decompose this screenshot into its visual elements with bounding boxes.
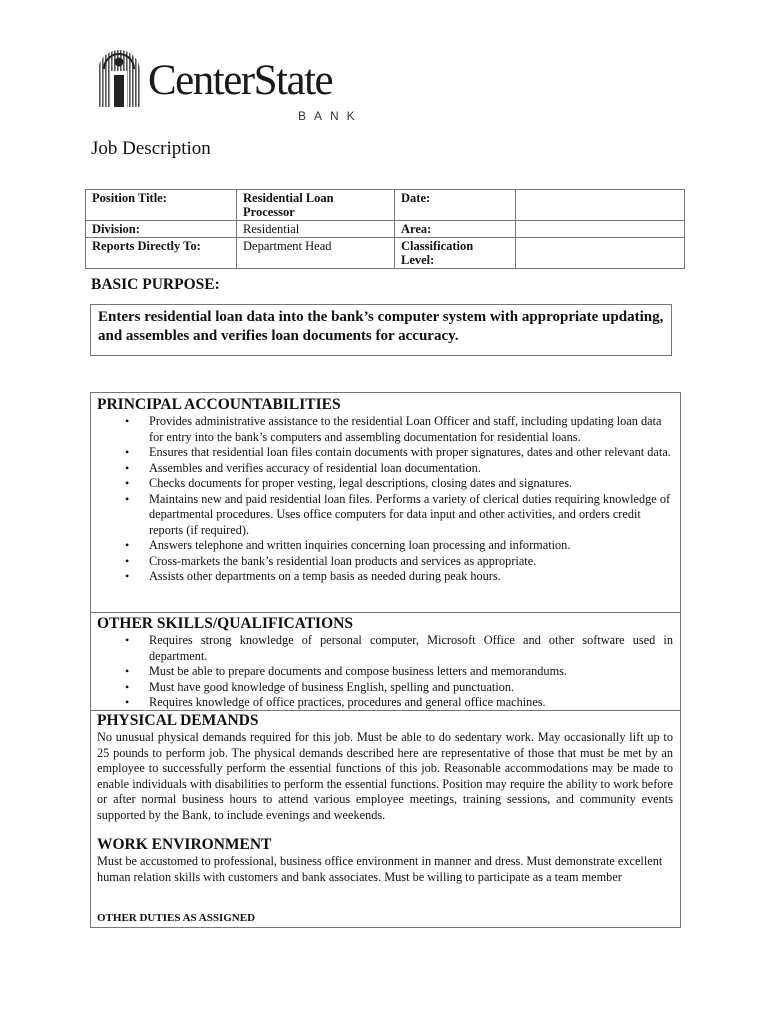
list-item: • Answers telephone and written inquiries concerning loan processing and information. — [125, 538, 673, 554]
table-row — [86, 238, 685, 269]
date-value — [516, 190, 685, 221]
work-environment-title: WORK ENVIRONMENT — [97, 836, 272, 853]
other-skills-section — [91, 615, 680, 711]
division-value: Residential — [237, 221, 395, 238]
physical-demands-title: PHYSICAL DEMANDS — [97, 712, 259, 729]
bank-logo — [96, 45, 376, 125]
list-item: • Assembles and verifies accuracy of residential loan documentation. — [125, 461, 673, 477]
other-skills-title: OTHER SKILLS/QUALIFICATIONS — [97, 615, 353, 632]
bank-logo-mark-icon — [96, 45, 142, 107]
reports-to-label: Reports Directly To: — [86, 238, 237, 269]
section-divider — [91, 710, 680, 711]
table-row — [86, 221, 685, 238]
division-label: Division: — [86, 221, 237, 238]
basic-purpose-text: Enters residential loan data into the bank’s computer system with appropriate updating, and assembles and verifies loan documents for accuracy. — [98, 309, 664, 344]
list-item: • Maintains new and paid residential loan files. Performs a variety of clerical duties requiring knowledge of departmental procedures. Uses office computers for data input and other activities, and orders credit reports (if required). — [125, 492, 673, 539]
job-details-box — [90, 392, 681, 928]
principal-accountabilities-list — [97, 414, 673, 585]
area-label: Area: — [395, 221, 516, 238]
work-environment-section — [91, 836, 680, 885]
section-divider — [91, 612, 680, 613]
other-duties-text: OTHER DUTIES AS ASSIGNED — [97, 912, 256, 924]
other-duties-section — [91, 912, 680, 924]
document-title: Job Description — [91, 138, 211, 159]
classification-value — [516, 238, 685, 269]
classification-label: Classification Level: — [395, 238, 516, 269]
list-item: • Provides administrative assistance to the residential Loan Officer and staff, including updating loan data for entry into the bank’s computers and assembling documentation for residential loans. — [125, 414, 673, 445]
principal-accountabilities-title: PRINCIPAL ACCOUNTABILITIES — [97, 396, 341, 413]
list-item: • Must be able to prepare documents and compose business letters and memorandums. — [125, 664, 673, 680]
reports-to-value: Department Head — [237, 238, 395, 269]
principal-accountabilities-section — [91, 396, 680, 585]
table-row — [86, 190, 685, 221]
physical-demands-section — [91, 712, 680, 824]
area-value — [516, 221, 685, 238]
date-label: Date: — [395, 190, 516, 221]
list-item: • Checks documents for proper vesting, legal descriptions, closing dates and signatures. — [125, 476, 673, 492]
list-item: • Ensures that residential loan files contain documents with proper signatures, dates and other relevant data. — [125, 445, 673, 461]
position-title-value: Residential Loan Processor — [237, 190, 395, 221]
work-environment-text: Must be accustomed to professional, business office environment in manner and dress. Must demonstrate excellent human relation skills with customers and bank associates. Must be willing to participate as a team member — [97, 854, 663, 884]
bank-logo-name: CenterState — [148, 57, 333, 104]
bank-logo-subtitle: BANK — [298, 109, 363, 123]
position-title-label: Position Title: — [86, 190, 237, 221]
basic-purpose-box — [90, 304, 672, 356]
other-skills-list — [97, 633, 673, 711]
list-item: • Requires knowledge of office practices, procedures and general office machines. — [125, 695, 673, 711]
basic-purpose-title: BASIC PURPOSE: — [91, 276, 220, 293]
list-item: • Assists other departments on a temp basis as needed during peak hours. — [125, 569, 673, 585]
position-info-table — [85, 189, 685, 269]
list-item: • Must have good knowledge of business English, spelling and punctuation. — [125, 680, 673, 696]
list-item: • Cross-markets the bank’s residential loan products and services as appropriate. — [125, 554, 673, 570]
physical-demands-text: No unusual physical demands required for this job. Must be able to do sedentary work. May occasionally lift up to 25 pounds to perform job. The physical demands described here are representative of those that must be met by an employee to successfully perform the essential functions of this job. Reasonable accommodations may be made to enable individuals with disabilities to perform the essential functions. Position may require the ability to work before or after normal business hours to attend various employee meetings, training sessions, and community events supported by the Bank, to include evenings and weekends. — [97, 730, 673, 822]
list-item: • Requires strong knowledge of personal computer, Microsoft Office and other software used in department. — [125, 633, 673, 664]
